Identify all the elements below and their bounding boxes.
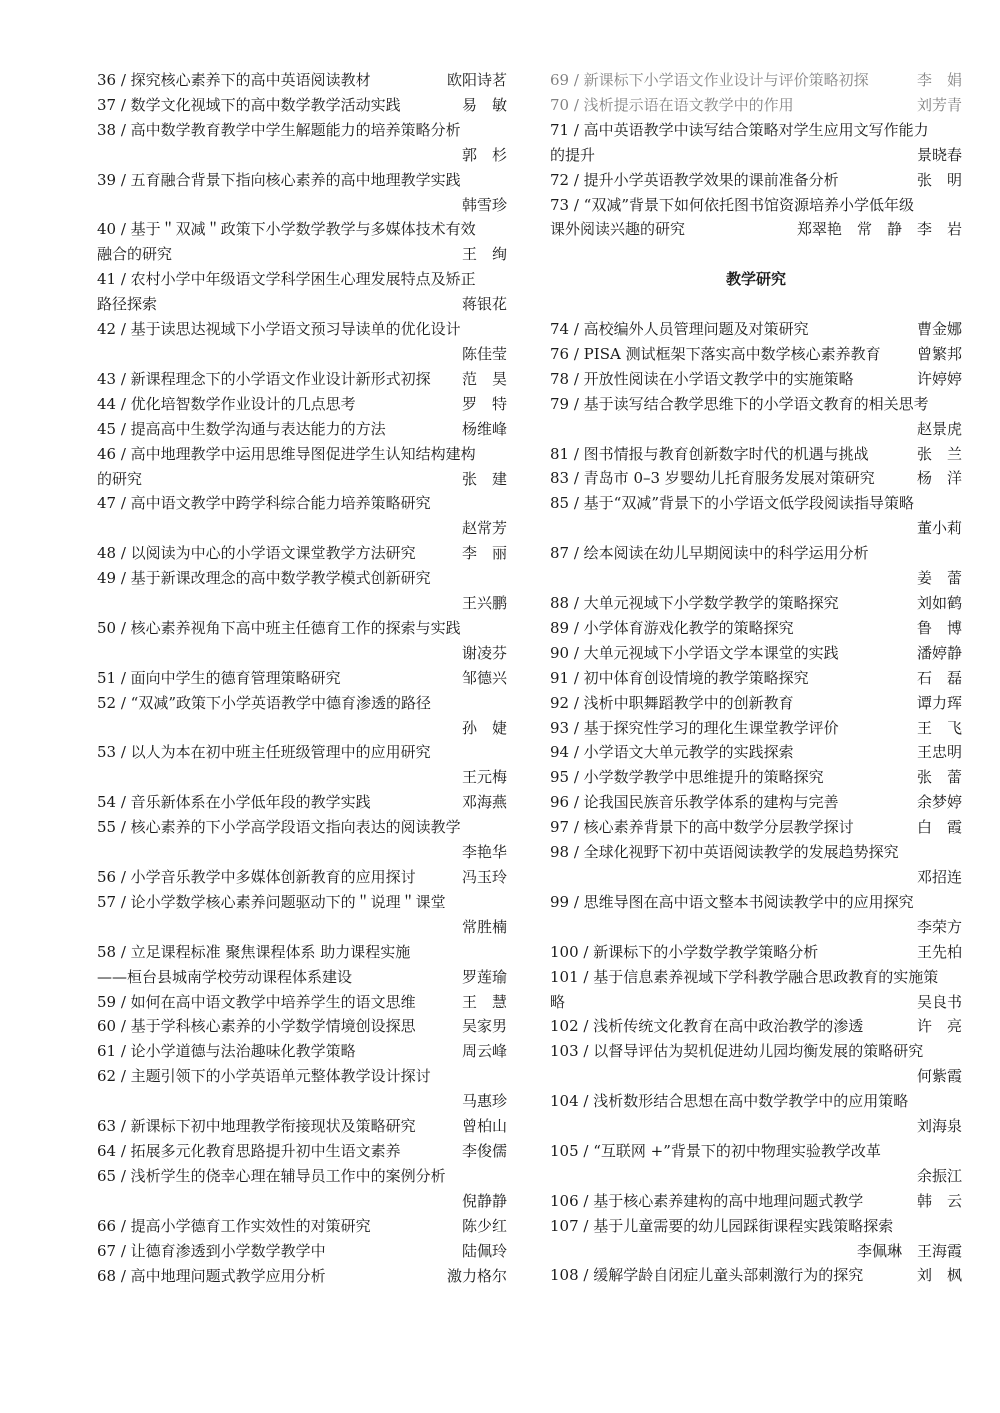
toc-entry-title: 95 / 小学数学教学中思维提升的策略探究: [550, 768, 824, 787]
toc-entry-author: 易 敏: [461, 95, 507, 114]
toc-entry-row: [550, 765, 962, 790]
toc-entry-author: 刘芳青: [916, 95, 962, 114]
toc-entry: [97, 1214, 507, 1239]
toc-entry-title: 83 / 青岛市 0–3 岁婴幼儿托育服务发展对策研究: [550, 469, 875, 488]
toc-entry-author: 许婷婷: [916, 369, 962, 388]
toc-entry-row: [97, 417, 507, 442]
toc-entry-title: 41 / 农村小学中年级语文学科学困生心理发展特点及矫正: [97, 270, 476, 289]
toc-entry-row: [550, 616, 962, 641]
toc-entry-row: [550, 815, 962, 840]
toc-entry-author: 王兴鹏: [461, 594, 507, 613]
toc-entry-row: [550, 641, 962, 666]
toc-entry-title: 50 / 核心素养视角下高中班主任德育工作的探索与实践: [97, 618, 461, 637]
toc-entry-title: 39 / 五育融合背景下指向核心素养的高中地理教学实践: [97, 170, 461, 189]
toc-entry: [550, 890, 962, 940]
toc-entry: [97, 890, 507, 940]
toc-entry-title: 57 / 论小学数学核心素养问题驱动下的＂说理＂课堂: [97, 892, 446, 911]
toc-entry: [550, 1039, 962, 1089]
toc-entry-author: 张 建: [461, 469, 507, 488]
toc-entry-title: 68 / 高中地理问题式教学应用分析: [97, 1266, 326, 1285]
section-heading: 教学研究: [725, 270, 786, 289]
toc-entry-row: [97, 790, 507, 815]
toc-entry: [550, 118, 962, 168]
toc-entry-author: 曾柏山: [461, 1117, 507, 1136]
toc-entry-title: 51 / 面向中学生的德育管理策略研究: [97, 668, 341, 687]
toc-entry-title: 路径探索: [97, 295, 158, 314]
toc-entry-row: [550, 591, 962, 616]
toc-entry-title: 92 / 浅析中职舞蹈教学中的创新教育: [550, 693, 794, 712]
toc-entry: [97, 267, 507, 317]
toc-entry-title: 61 / 论小学道德与法治趣味化教学策略: [97, 1042, 356, 1061]
toc-entry-author: 陆佩玲: [461, 1241, 507, 1260]
toc-entry: [550, 491, 962, 541]
toc-entry: [550, 666, 962, 691]
toc-entry-row: [97, 68, 507, 93]
toc-entry-row: [97, 1039, 507, 1064]
toc-entry-author: 周云峰: [461, 1042, 507, 1061]
toc-entry-author: 欧阳诗茗: [446, 71, 507, 89]
toc-entry-title: 76 / PISA 测试框架下落实高中数学核心素养教育: [550, 344, 881, 363]
toc-entry: [550, 1214, 962, 1264]
toc-entry-title: 53 / 以人为本在初中班主任班级管理中的应用研究: [97, 743, 431, 762]
toc-entry: [550, 1189, 962, 1214]
toc-entry-title: 47 / 高中语文教学中跨学科综合能力培养策略研究: [97, 494, 431, 513]
toc-entry-row: [550, 466, 962, 491]
toc-entry: [97, 940, 507, 990]
toc-entry-author: 范 昊: [461, 369, 507, 388]
toc-entry-title: 62 / 主题引领下的小学英语单元整体教学设计探讨: [97, 1067, 431, 1086]
toc-left-column: [97, 68, 507, 1288]
toc-entry-title: 88 / 大单元视域下小学数学教学的策略探究: [550, 594, 839, 612]
toc-entry-row: [97, 292, 507, 317]
toc-entry-title: 89 / 小学体育游戏化教学的策略探究: [550, 618, 794, 637]
toc-entry: [97, 1064, 507, 1114]
toc-entry-row: [550, 342, 962, 367]
toc-entry-title: 99 / 思维导图在高中语文整本书阅读教学中的应用探究: [550, 892, 914, 911]
toc-entry-title: 的提升: [550, 145, 596, 164]
toc-entry: [550, 790, 962, 815]
toc-entry: [97, 68, 507, 93]
toc-entry: [550, 367, 962, 392]
toc-entry: [550, 616, 962, 641]
toc-entry-title: 54 / 音乐新体系在小学低年段的教学实践: [97, 793, 371, 812]
toc-entry-title: 74 / 高校编外人员管理问题及对策研究: [550, 320, 809, 339]
toc-entry: [97, 1014, 507, 1039]
toc-entry: [97, 815, 507, 865]
toc-entry-author: 景晓春: [916, 145, 962, 164]
toc-entry-row: [97, 242, 507, 267]
toc-entry-row: [97, 990, 507, 1015]
toc-entry-row: [97, 1114, 507, 1139]
toc-entry-row: [550, 367, 962, 392]
toc-entry: [550, 740, 962, 765]
toc-entry-row: [97, 1139, 507, 1164]
toc-entry-author: 谭力珲: [916, 693, 962, 712]
toc-entry-row: [97, 1214, 507, 1239]
toc-entry: [97, 990, 507, 1015]
toc-entry-title: 46 / 高中地理教学中运用思维导图促进学生认知结构建构: [97, 444, 476, 463]
toc-entry-title: 71 / 高中英语教学中读写结合策略对学生应用文写作能力: [550, 120, 929, 139]
toc-entry: [97, 740, 507, 790]
toc-entry-author: 邹德兴: [461, 668, 507, 687]
toc-entry-title: 93 / 基于探究性学习的理化生课堂教学评价: [550, 718, 839, 737]
toc-entry: [550, 940, 962, 965]
toc-entry-author: 张 蕾: [916, 768, 962, 787]
toc-entry: [550, 392, 962, 442]
toc-entry-title: 63 / 新课标下初中地理教学衔接现状及策略研究: [97, 1117, 416, 1136]
toc-entry: [550, 541, 962, 591]
toc-entry-row: [97, 865, 507, 890]
toc-entry-title: 59 / 如何在高中语文教学中培养学生的语文思维: [97, 992, 416, 1011]
toc-entry-row: [97, 1239, 507, 1264]
toc-entry-title: 91 / 初中体育创设情境的教学策略探究: [550, 668, 809, 687]
toc-entry-author: 何紫霞: [916, 1067, 962, 1086]
toc-entry-row: [97, 467, 507, 492]
toc-entry-title: 108 / 缓解学龄自闭症儿童头部刺激行为的探究: [550, 1266, 864, 1285]
toc-entry-title: 73 / “双减”背景下如何依托图书馆资源培养小学低年级: [550, 195, 915, 214]
toc-entry-author: 李艳华: [461, 843, 507, 862]
toc-entry-author: 激力格尔: [446, 1266, 507, 1285]
toc-entry: [97, 168, 507, 218]
toc-entry: [550, 840, 962, 890]
toc-entry-row: [550, 93, 962, 118]
toc-right-bottom-list: [550, 317, 962, 1288]
toc-entry-row: [550, 940, 962, 965]
toc-entry-author: 罗 特: [461, 394, 507, 413]
toc-entry-title: 79 / 基于读写结合教学思维下的小学语文教育的相关思考: [550, 394, 929, 413]
toc-entry-title: 43 / 新课程理念下的小学语文作业设计新形式初探: [97, 369, 431, 388]
toc-entry: [550, 466, 962, 491]
toc-entry: [97, 491, 507, 541]
toc-entry-author: 曾繁邦: [916, 344, 962, 363]
toc-entry-row: [97, 541, 507, 566]
toc-entry-row: [550, 442, 962, 467]
toc-entry-title: 58 / 立足课程标准 聚焦课程体系 助力课程实施: [97, 942, 411, 961]
toc-entry: [550, 442, 962, 467]
toc-entry-author: 常胜楠: [461, 917, 507, 936]
toc-entry-row: [97, 1264, 507, 1289]
toc-entry: [550, 317, 962, 342]
toc-entry-author: 刘如鹤: [916, 594, 962, 612]
toc-entry-title: 103 / 以督导评估为契机促进幼儿园均衡发展的策略研究: [550, 1042, 924, 1061]
toc-entry-row: [550, 790, 962, 815]
toc-entry-title: 48 / 以阅读为中心的小学语文课堂教学方法研究: [97, 544, 416, 563]
toc-entry-author: 王元梅: [461, 768, 507, 787]
toc-entry: [550, 815, 962, 840]
toc-entry-author: 杨维峰: [461, 419, 507, 438]
toc-entry: [550, 765, 962, 790]
toc-entry-author: 姜 蕾: [916, 569, 962, 588]
toc-entry-row: [550, 740, 962, 765]
toc-entry-author: 韩 云: [916, 1191, 962, 1210]
toc-entry-row: [550, 716, 962, 741]
toc-entry-author: 杨 洋: [916, 469, 962, 488]
toc-entry-title: 49 / 基于新课改理念的高中数学教学模式创新研究: [97, 569, 431, 588]
toc-entry: [97, 118, 507, 168]
toc-entry-author: 王 慧: [461, 992, 507, 1011]
toc-entry-author: 李佩琳 王海霞: [856, 1241, 962, 1260]
toc-entry: [550, 193, 962, 243]
toc-entry-title: 55 / 核心素养的下小学高学段语文指向表达的阅读教学: [97, 818, 461, 837]
toc-entry-author: 罗莲瑜: [461, 967, 507, 986]
toc-entry-author: 谢凌芬: [461, 643, 507, 662]
toc-entry-row: [550, 666, 962, 691]
toc-entry-author: 邓招连: [916, 867, 962, 886]
toc-right-column: [550, 68, 962, 1288]
toc-entry-title: 104 / 浅析数形结合思想在高中数学教学中的应用策略: [550, 1092, 909, 1111]
toc-entry: [97, 616, 507, 666]
toc-right-top-list: [550, 68, 962, 242]
toc-entry-row: [97, 965, 507, 990]
toc-entry-title: 85 / 基于“双减”背景下的小学语文低学段阅读指导策略: [550, 494, 915, 513]
toc-entry-title: 的研究: [97, 469, 143, 488]
toc-entry-title: 69 / 新课标下小学语文作业设计与评价策略初探: [550, 71, 869, 89]
toc-entry: [97, 1039, 507, 1064]
toc-entry-author: 冯玉玲: [461, 868, 507, 886]
toc-entry-author: 马惠珍: [461, 1092, 507, 1111]
toc-entry-author: 李俊儒: [461, 1141, 507, 1160]
toc-entry: [550, 1139, 962, 1189]
toc-entry: [97, 691, 507, 741]
toc-entry-title: 略: [550, 992, 566, 1011]
toc-entry: [550, 641, 962, 666]
toc-entry: [97, 666, 507, 691]
toc-entry-row: [550, 990, 962, 1015]
toc-entry-title: 90 / 大单元视域下小学语文学本课堂的实践: [550, 643, 839, 662]
toc-entry-author: 余梦婷: [916, 793, 962, 812]
toc-entry-title: 105 / “互联网 +”背景下的初中物理实验教学改革: [550, 1141, 881, 1160]
toc-entry: [550, 965, 962, 1015]
toc-entry-title: 72 / 提升小学英语教学效果的课前准备分析: [550, 170, 839, 189]
toc-entry-author: 张 兰: [916, 444, 962, 463]
toc-entry: [97, 541, 507, 566]
toc-entry-title: 40 / 基于＂双减＂政策下小学数学教学与多媒体技术有效: [97, 220, 476, 239]
toc-entry: [97, 442, 507, 492]
toc-entry: [97, 93, 507, 118]
toc-entry-row: [550, 168, 962, 193]
toc-entry: [97, 790, 507, 815]
toc-entry: [97, 392, 507, 417]
toc-entry-title: 38 / 高中数学教育教学中学生解题能力的培养策略分析: [97, 120, 461, 139]
toc-entry: [550, 93, 962, 118]
toc-entry-title: 60 / 基于学科核心素养的小学数学情境创设探思: [97, 1017, 416, 1036]
toc-entry-title: 101 / 基于信息素养视域下学科教学融合思政教育的实施策: [550, 967, 939, 986]
toc-entry-row: [550, 1189, 962, 1214]
toc-entry-author: 石 磊: [916, 668, 962, 687]
toc-entry: [97, 1139, 507, 1164]
toc-entry-title: 52 / “双减”政策下小学英语教学中德育渗透的路径: [97, 693, 432, 712]
toc-entry-row: [97, 367, 507, 392]
toc-entry-author: 吴家男: [461, 1017, 507, 1036]
toc-entry: [97, 1114, 507, 1139]
toc-entry-author: 刘海泉: [916, 1117, 962, 1136]
toc-entry: [97, 865, 507, 890]
toc-entry: [550, 342, 962, 367]
toc-entry-row: [97, 392, 507, 417]
toc-entry-title: 94 / 小学语文大单元教学的实践探索: [550, 743, 794, 762]
toc-entry-author: 赵常芳: [461, 519, 507, 538]
toc-entry-author: 余振江: [916, 1166, 962, 1185]
toc-entry: [97, 317, 507, 367]
toc-entry: [550, 1263, 962, 1288]
toc-entry: [97, 1264, 507, 1289]
toc-entry-title: 56 / 小学音乐教学中多媒体创新教育的应用探讨: [97, 868, 416, 886]
toc-entry-title: 98 / 全球化视野下初中英语阅读教学的发展趋势探究: [550, 843, 899, 862]
toc-entry-author: 郑翠艳 常 静 李 岩: [796, 220, 962, 239]
toc-entry-title: 107 / 基于儿童需要的幼儿园踩街课程实践策略探索: [550, 1216, 894, 1235]
toc-entry-author: 李荣方: [916, 917, 962, 936]
toc-entry-author: 陈少红: [461, 1216, 507, 1235]
toc-entry-title: 42 / 基于读思达视域下小学语文预习导读单的优化设计: [97, 320, 461, 339]
toc-entry: [97, 217, 507, 267]
toc-entry-row: [97, 666, 507, 691]
toc-entry-author: 刘 枫: [916, 1266, 962, 1285]
toc-entry-row: [550, 1014, 962, 1039]
toc-entry-title: 64 / 拓展多元化教育思路提升初中生语文素养: [97, 1141, 401, 1160]
toc-entry: [550, 1014, 962, 1039]
toc-entry-author: 赵景虎: [916, 419, 962, 438]
toc-entry-author: 吴良书: [916, 992, 962, 1011]
toc-entry: [550, 68, 962, 93]
toc-entry-author: 白 霞: [916, 818, 962, 837]
toc-entry-title: 65 / 浅析学生的侥幸心理在辅导员工作中的案例分析: [97, 1166, 446, 1185]
toc-entry: [550, 691, 962, 716]
toc-entry-author: 蒋银花: [461, 295, 507, 314]
toc-entry: [97, 566, 507, 616]
toc-entry-row: [550, 1263, 962, 1288]
toc-entry-row: [97, 93, 507, 118]
toc-entry-author: 李 娟: [916, 71, 962, 89]
toc-entry-title: 81 / 图书情报与教育创新数字时代的机遇与挑战: [550, 444, 869, 463]
toc-entry-author: 王 飞: [916, 718, 962, 737]
toc-entry-title: 66 / 提高小学德育工作实效性的对策研究: [97, 1216, 371, 1235]
toc-entry-title: 102 / 浅析传统文化教育在高中政治教学的渗透: [550, 1017, 864, 1036]
toc-entry-author: 鲁 博: [916, 618, 962, 637]
toc-entry-title: 100 / 新课标下的小学数学教学策略分析: [550, 942, 819, 961]
toc-entry-author: 曹金娜: [916, 320, 962, 339]
toc-entry-title: 67 / 让德育渗透到小学数学教学中: [97, 1241, 326, 1260]
toc-entry: [550, 591, 962, 616]
toc-entry-author: 倪静静: [461, 1191, 507, 1210]
toc-entry-row: [550, 143, 962, 168]
toc-entry-row: [550, 217, 962, 242]
toc-entry-title: 融合的研究: [97, 245, 173, 264]
toc-entry: [550, 716, 962, 741]
toc-entry-author: 孙 婕: [461, 718, 507, 737]
toc-entry-author: 陈佳莹: [461, 344, 507, 363]
toc-entry-author: 韩雪珍: [461, 195, 507, 214]
toc-entry: [97, 367, 507, 392]
toc-entry-author: 邓海燕: [461, 793, 507, 812]
toc-entry-row: [550, 317, 962, 342]
toc-entry: [97, 1164, 507, 1214]
toc-entry-author: 王先柏: [916, 942, 962, 961]
toc-entry-author: 董小莉: [916, 519, 962, 538]
toc-entry: [97, 1239, 507, 1264]
toc-entry: [97, 417, 507, 442]
toc-entry-author: 张 明: [916, 170, 962, 189]
toc-entry-title: 36 / 探究核心素养下的高中英语阅读教材: [97, 71, 371, 89]
toc-entry-title: 37 / 数学文化视域下的高中数学教学活动实践: [97, 95, 401, 114]
toc-entry-row: [550, 691, 962, 716]
toc-entry-title: 45 / 提高高中生数学沟通与表达能力的方法: [97, 419, 386, 438]
toc-entry-title: 106 / 基于核心素养建构的高中地理问题式教学: [550, 1191, 864, 1210]
toc-entry-author: 郭 杉: [461, 145, 507, 164]
toc-entry-row: [97, 1014, 507, 1039]
toc-entry-row: [550, 68, 962, 93]
toc-entry-title: ——桓台县城南学校劳动课程体系建设: [97, 967, 353, 986]
toc-entry-title: 70 / 浅析提示语在语文教学中的作用: [550, 95, 794, 114]
toc-entry-title: 课外阅读兴趣的研究: [550, 220, 686, 239]
toc-entry-title: 97 / 核心素养背景下的高中数学分层教学探讨: [550, 818, 854, 837]
toc-entry-title: 78 / 开放性阅读在小学语文教学中的实施策略: [550, 369, 854, 388]
toc-entry: [550, 1089, 962, 1139]
toc-entry-title: 87 / 绘本阅读在幼儿早期阅读中的科学运用分析: [550, 544, 869, 563]
toc-entry-author: 王 绚: [461, 245, 507, 264]
toc-entry-author: 李 丽: [461, 544, 507, 563]
toc-entry: [550, 168, 962, 193]
toc-entry-title: 44 / 优化培智数学作业设计的几点思考: [97, 394, 356, 413]
toc-entry-author: 许 亮: [916, 1017, 962, 1036]
toc-entry-title: 96 / 论我国民族音乐教学体系的建构与完善: [550, 793, 839, 812]
toc-entry-author: 王忠明: [916, 743, 962, 762]
toc-entry-author: 潘婷静: [916, 643, 962, 662]
